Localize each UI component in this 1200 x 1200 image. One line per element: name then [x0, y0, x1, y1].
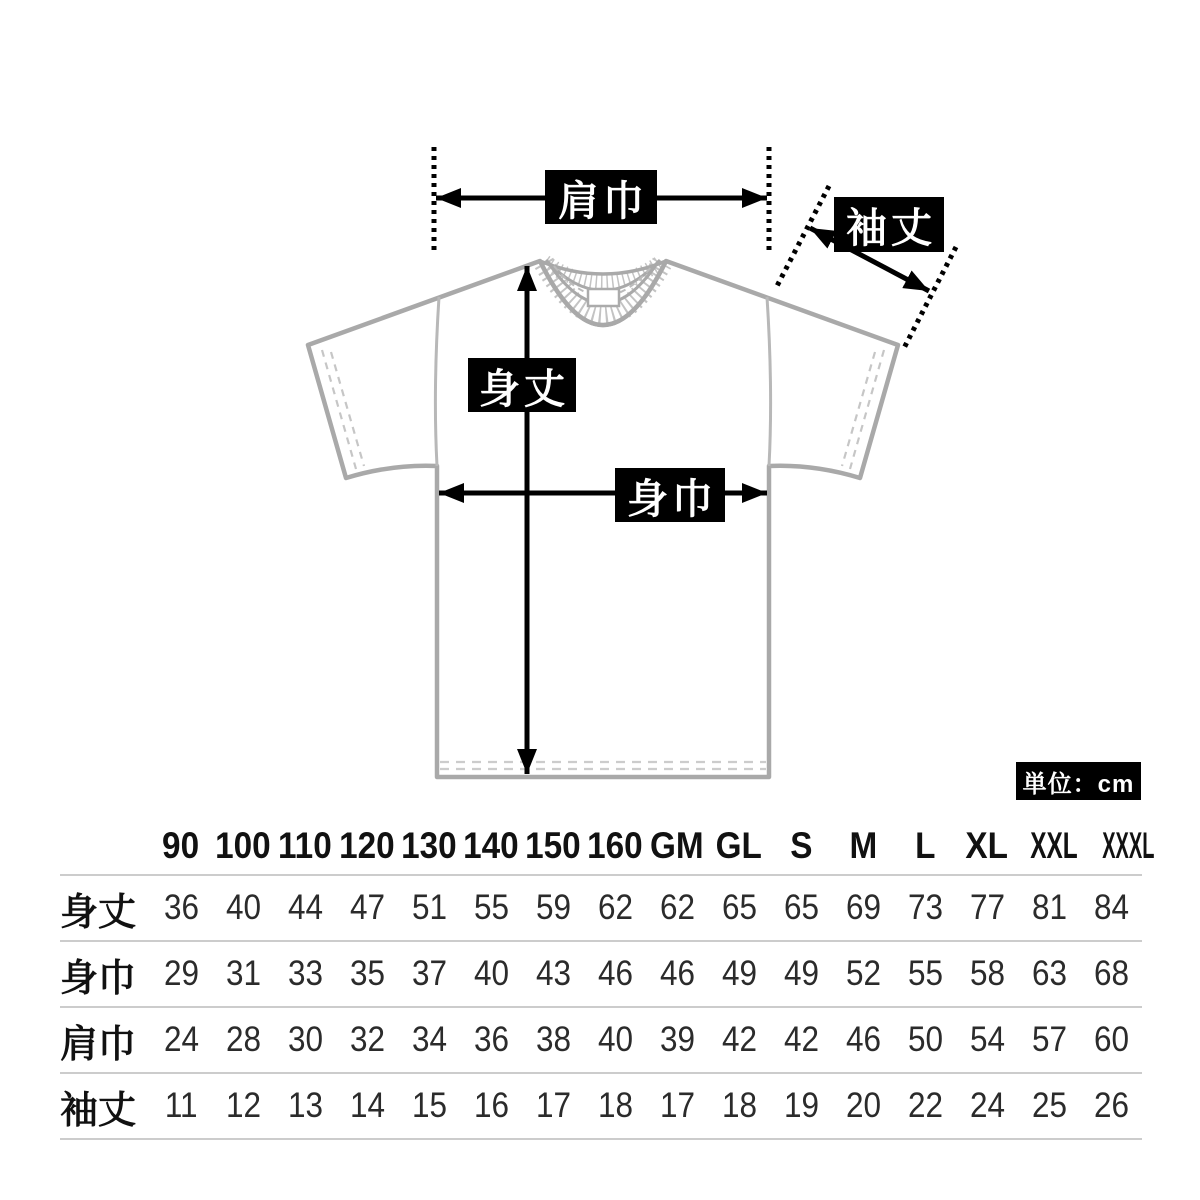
body-length-label: 身丈 — [468, 358, 576, 412]
column-header: 130 — [401, 825, 457, 866]
size-value: 31 — [225, 954, 261, 993]
size-value: 44 — [287, 888, 323, 927]
column-header: GL — [715, 825, 763, 866]
unit-badge: 単位：cm — [1016, 762, 1141, 800]
column-header: XL — [965, 825, 1009, 866]
size-value: 47 — [349, 888, 385, 927]
size-value: 65 — [721, 888, 757, 927]
size-table — [60, 818, 1155, 1140]
size-table-header-row — [60, 818, 1155, 876]
tshirt-outline — [308, 261, 898, 777]
size-value: 22 — [907, 1086, 943, 1125]
size-value: 60 — [1093, 1020, 1129, 1059]
size-value: 65 — [783, 888, 819, 927]
sleeve-length-label: 袖丈 — [834, 197, 944, 252]
row-label: 肩巾 — [60, 1023, 137, 1066]
size-value: 40 — [225, 888, 261, 927]
size-value: 38 — [535, 1020, 571, 1059]
size-value: 52 — [845, 954, 881, 993]
size-value: 42 — [721, 1020, 757, 1059]
row-label: 身丈 — [60, 891, 137, 934]
size-value: 55 — [907, 954, 943, 993]
size-value: 17 — [659, 1086, 695, 1125]
corner-cell — [60, 825, 150, 867]
size-value: 59 — [535, 888, 571, 927]
column-header: M — [849, 825, 877, 866]
size-value: 43 — [535, 954, 571, 993]
size-value: 62 — [659, 888, 695, 927]
size-value: 26 — [1093, 1086, 1129, 1125]
size-value: 46 — [845, 1020, 881, 1059]
size-value: 19 — [783, 1086, 819, 1125]
size-value: 13 — [287, 1086, 323, 1125]
row-label: 身巾 — [60, 957, 137, 1000]
size-value: 14 — [349, 1086, 385, 1125]
size-value: 35 — [349, 954, 385, 993]
size-value: 55 — [473, 888, 509, 927]
size-value: 49 — [783, 954, 819, 993]
size-value: 28 — [225, 1020, 261, 1059]
size-value: 42 — [783, 1020, 819, 1059]
size-value: 34 — [411, 1020, 447, 1059]
size-value: 32 — [349, 1020, 385, 1059]
size-value: 73 — [907, 888, 943, 927]
size-value: 24 — [969, 1086, 1005, 1125]
column-header: 120 — [339, 825, 395, 866]
size-value: 46 — [659, 954, 695, 993]
size-value: 57 — [1031, 1020, 1067, 1059]
column-header: S — [789, 825, 813, 866]
size-value: 62 — [597, 888, 633, 927]
size-value: 16 — [473, 1086, 509, 1125]
size-value: 51 — [411, 888, 447, 927]
size-value: 15 — [411, 1086, 447, 1125]
size-value: 40 — [473, 954, 509, 993]
column-header: GM — [650, 825, 704, 866]
size-value: 12 — [225, 1086, 261, 1125]
column-header: 100 — [215, 825, 271, 866]
column-header: XXXL — [1102, 825, 1155, 866]
size-value: 24 — [163, 1020, 199, 1059]
size-value: 54 — [969, 1020, 1005, 1059]
size-value: 46 — [597, 954, 633, 993]
column-header: 150 — [525, 825, 581, 866]
size-value: 36 — [163, 888, 199, 927]
size-value: 50 — [907, 1020, 943, 1059]
row-label: 袖丈 — [60, 1089, 137, 1132]
size-value: 63 — [1031, 954, 1067, 993]
size-value: 11 — [164, 1086, 198, 1125]
size-value: 18 — [721, 1086, 757, 1125]
size-value: 29 — [163, 954, 199, 993]
shoulder-width-label: 肩巾 — [545, 170, 657, 224]
size-value: 17 — [535, 1086, 571, 1125]
brand-tag — [588, 289, 619, 306]
size-value: 68 — [1093, 954, 1129, 993]
size-value: 84 — [1093, 888, 1129, 927]
column-header: 140 — [463, 825, 519, 866]
size-value: 33 — [287, 954, 323, 993]
size-value: 58 — [969, 954, 1005, 993]
size-value: 36 — [473, 1020, 509, 1059]
column-header: L — [914, 825, 936, 866]
size-value: 69 — [845, 888, 881, 927]
size-value: 37 — [411, 954, 447, 993]
column-header: 160 — [587, 825, 643, 866]
body-width-label: 身巾 — [615, 468, 725, 522]
column-header: XXL — [1030, 825, 1078, 866]
column-header: 110 — [278, 825, 332, 866]
column-header: 90 — [162, 825, 200, 866]
size-value: 39 — [659, 1020, 695, 1059]
size-value: 77 — [969, 888, 1005, 927]
size-value: 20 — [845, 1086, 881, 1125]
size-value: 81 — [1031, 888, 1067, 927]
size-table-row — [60, 876, 1142, 942]
size-table-row — [60, 1008, 1142, 1074]
sleeve-guide-lower — [903, 247, 956, 350]
size-value: 18 — [597, 1086, 633, 1125]
size-value: 40 — [597, 1020, 633, 1059]
size-value: 25 — [1031, 1086, 1067, 1125]
size-table-row — [60, 942, 1142, 1008]
size-value: 30 — [287, 1020, 323, 1059]
size-table-row — [60, 1074, 1142, 1140]
size-value: 49 — [721, 954, 757, 993]
